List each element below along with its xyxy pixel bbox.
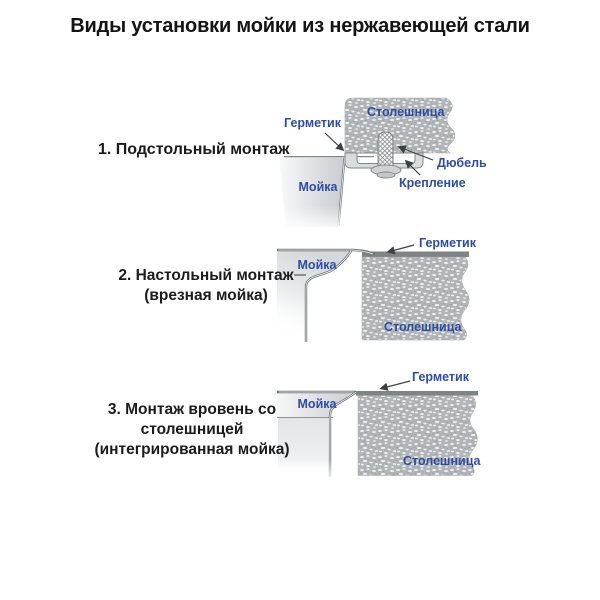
caption-flushmount-line2: столешницей <box>140 421 244 438</box>
label-sink-1: Мойка <box>298 180 338 194</box>
dowel <box>378 132 393 167</box>
caption-topmount-line2: (врезная мойка) <box>144 287 268 304</box>
label-dowel: Дюбель <box>437 156 487 170</box>
sealant-arrow-2 <box>388 245 414 252</box>
sealant-strip-3 <box>356 391 478 396</box>
label-countertop-3: Столешница <box>403 454 481 468</box>
label-sink-2: Мойка <box>297 258 337 272</box>
caption-undermount: 1. Подстольный монтаж <box>98 141 290 158</box>
label-fastener: Крепление <box>399 176 466 190</box>
caption-topmount <box>106 266 306 306</box>
label-sink-3: Мойка <box>297 397 337 411</box>
screw-nut <box>377 172 395 178</box>
sealant-strip-2 <box>362 252 469 258</box>
caption-topmount-line1: 2. Настольный монтаж <box>118 267 294 284</box>
label-sealant-1: Герметик <box>284 116 341 130</box>
caption-flushmount-line3: (интегрированная мойка) <box>94 441 290 458</box>
label-sealant-3: Герметик <box>412 370 469 384</box>
label-sealant-2: Герметик <box>419 236 476 250</box>
label-countertop-2: Столешница <box>384 320 462 334</box>
page-title: Виды установки мойки из нержавеющей стали <box>70 15 530 37</box>
caption-flushmount-line1: 3. Монтаж вровень со <box>107 401 277 418</box>
caption-flushmount <box>85 400 299 460</box>
sealant-arrow-3 <box>381 381 410 389</box>
label-countertop-1: Столешница <box>367 105 445 119</box>
sealant-arrow-1 <box>325 133 343 150</box>
